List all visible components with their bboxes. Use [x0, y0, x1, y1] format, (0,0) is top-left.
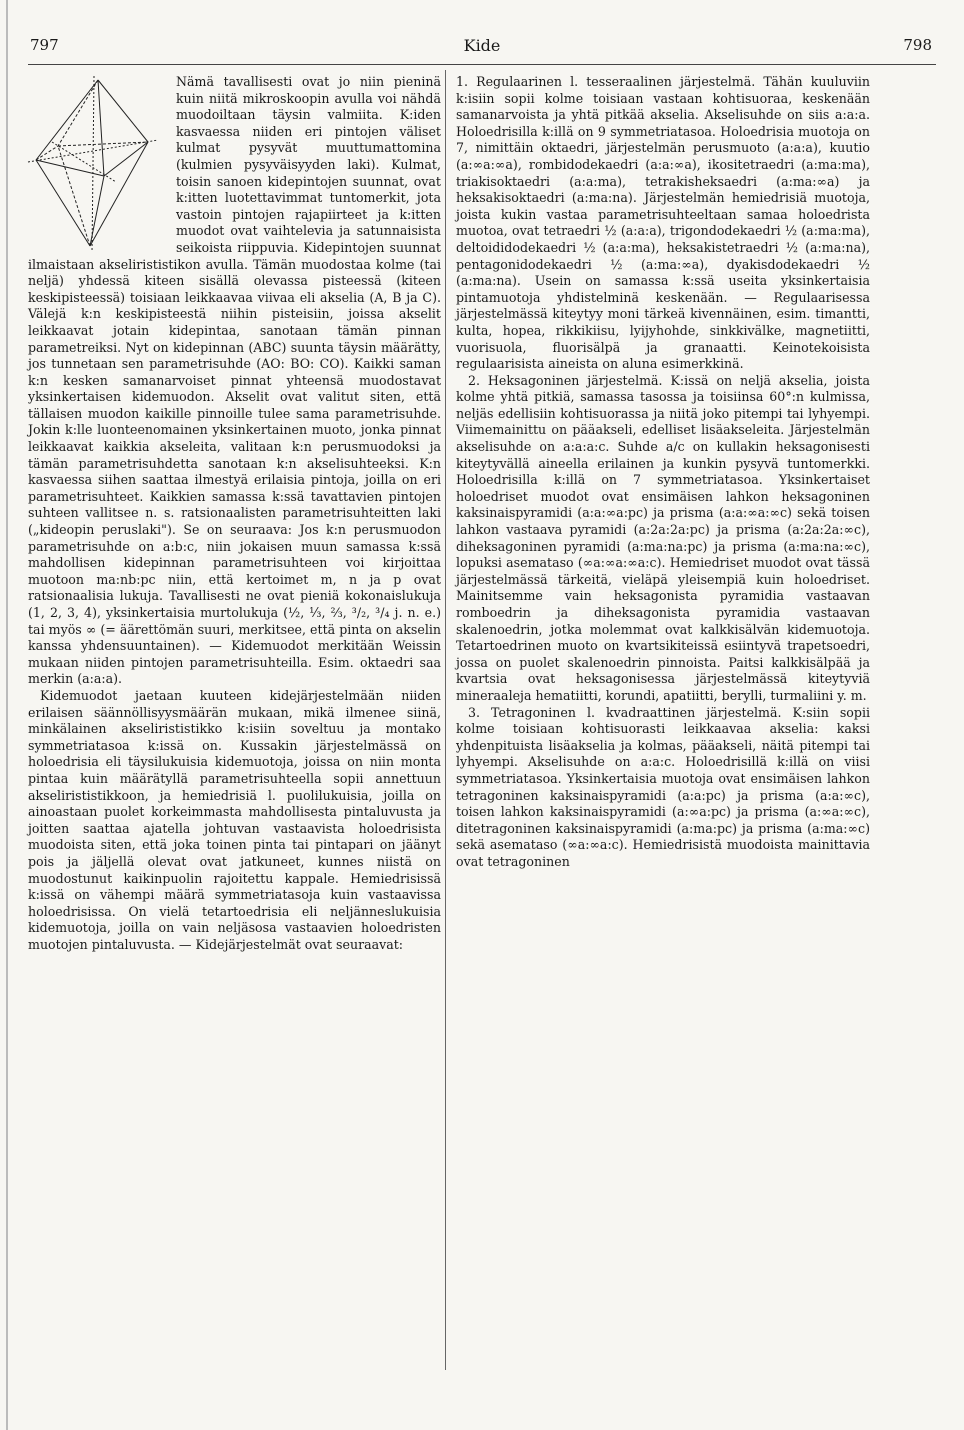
paragraph-intro: Nämä tavallisesti ovat jo niin pieninä kuin niitä mikroskoopin avulla voi nähdä muodoiltaan täysin valmiita. K:iden kasvaessa niiden eri pintojen väliset kulmat pysyvät muuttumattomina (kulmien pysyväisyyden laki). Kulmat, toisin sanoen kidepintojen suunnat, ovat k:itten luotettavimmat tuntomerkit, jota vastoin pintojen rajapiirteet ja k:itten muodot ovat vaihtelevia ja satunnaisista seikoista riippuvia. Kidepintojen suunnat ilmaistaan akselirististikon avulla. Tämän muodostaa kolme (tai neljä) yhdessä kiteen sisällä olevassa pisteessä (kiteen keskipisteessä) toisiaan leikkaavaa viivaa eli akselia (A, B ja C). Välejä k:n keskipisteestä niihin pisteisiin, joissa akselit leikkaavat jotain kidepintaa, sanotaan tämän pinnan parametreiksi. Nyt on kidepinnan (ABC) suunta täysin määrätty, jos tunnetaan sen parametrisuhde (AO: BO: CO). Kaikki saman k:n kesken samanarvoiset pinnat yhteensä muodostavat yksinkertaisen kidemuodon. Akselit ovat valitut siten, että tällaisen muodon kaikille pinnoille tulee sama parametrisuhde. Jokin k:lle luonteenomainen yksinkertainen muoto, jonka pinnat leikkaavat kaikkia akseleita, valitaan k:n perusmuodoksi ja tämän parametrisuhdetta sanotaan k:n akselisuhteeksi. K:n kasvaessa siihen saattaa ilmestyä erilaisia pintoja, joilla on eri parametrisuhteet. Kaikkien samassa k:ssä tavattavien pintojen suhteen vallitsee n. s. ratsionaalisten parametrisuhteitten laki („kideopin peruslaki"). Se on seuraava: Jos k:n perusmuodon parametrisuhde on a:b:c, niin jokaisen muun samassa k:ssä mahdollisen kidepinnan parametrisuhteen voi kirjoittaa muotoon ma:nb:pc niin, että kertoimet m, n ja p ovat ratsionaalisia lukuja. Tavallisesti ne ovat pieniä kokonaislukuja (1, 2, 3, 4), yksinkertaisia murtolukuja (½, ⅓, ⅔, ³/₂, ³/₄ j. n. e.) tai myös ∞ (= äärettömän suuri, merkitsee, että pinta on akselin kanssa yhdensuuntainen). — Kidemuodot merkitään Weissin mukaan niiden pintojen parametrisuhteilla. Esim. oktaedri saa merkin (a:a:a).: [28, 74, 441, 687]
header-rule: [28, 64, 936, 65]
page-title: Kide: [463, 36, 501, 55]
left-column: [28, 74, 441, 953]
right-page-number: 798: [903, 36, 932, 54]
page-header: [0, 36, 964, 60]
right-column: [456, 74, 870, 871]
paragraph-regular-system: 1. Regulaarinen l. tesseraalinen järjestelmä. Tähän kuuluviin k:isiin sopii kolme toisiaan vastaan kohtisuoraa, keskenään samanarvoista ja yhtä pitkää akselia. Akselisuhde on siis a:a:a. Holoedrisilla k:illä on 9 symmetriatasoa. Holoedrisia muotoja on 7, nimittäin oktaedri, järjestelmän perusmuoto (a:a:a), kuutio (a:∞a:∞a), rombidodekaedri (a:a:∞a), ikositetraedri (a:ma:ma), triakisoktaedri (a:a:ma), tetrakisheksaedri (a:ma:∞a) ja heksakisoktaedri (a:ma:na). Järjestelmän hemiedrisiä muotoja, joista kukin vastaa parametrisuhteeltaan samaa holoedrista muotoa, ovat tetraedri ½ (a:a:a), trigondodekaedri ½ (a:ma:ma), deltoididodekaedri ½ (a:a:ma), heksakistetraedri ½ (a:ma:na), pentagonidodekaedri ½ (a:ma:∞a), dyakisdodekaedri ½ (a:ma:na). Usein on samassa k:ssä useita yksinkertaisia pintamuotoja yhdistelminä keskenään. — Regulaarisessa järjestelmässä kiteytyy moni tärkeä kivennäinen, esim. timantti, kulta, hopea, rikkikiisu, lyijyhohde, sinkkivälke, magnetiitti, vuorisuola, fluorisälpä ja granaatti. Keinotekoisista regulaarisista aineista on aluna esimerkkinä.: [456, 74, 870, 372]
paragraph-crystal-classes: Kidemuodot jaetaan kuuteen kidejärjestelmään niiden erilaisen säännöllisyysmäärän mukaan, mikä ilmenee siinä, minkälainen akselirististikko k:isiin soveltuu ja montako symmetriatasoa k:issä on. Kussakin järjestelmässä on holoedrisia eli täysilukuisia kidemuotoja, joissa on niin monta pintaa kuin määrätyllä parametrisuhteella sopii annettuun akselirististikkoon, ja hemiedrisiä l. puolilukuisia, joilla on ainoastaan puolet korkeimmasta mahdollisesta pintaluvusta ja joitten saattaa ajatella johtuvan vastaavista holoedrisista muodoista siten, että joka toinen pinta tai pintapari on jäänyt pois ja jäljellä olevat ovat jatkuneet, kunnes niistä on muodostunut kaikinpuolin rajoitettu kappale. Hemiedrisissä k:issä on vähempi määrä symmetriatasoja kuin vastaavissa holoedrisissa. On vielä tetartoedrisia eli neljänneslukuisia kidemuotoja, joilla on vain neljäsosa vastaavien holoedristen muotojen pintaluvusta. — Kidejärjestelmät ovat seuraavat:: [28, 687, 441, 952]
paragraph-hexagonal-system: 2. Heksagoninen järjestelmä. K:issä on neljä akselia, joista kolme yhtä pitkiä, samassa tasossa ja toisiinsa 60°:n kulmissa, neljäs edellisiin kohtisuorassa ja niitä joko pitempi tai lyhyempi. Viimemainittu on pääakseli, edelliset lisäakseleita. Järjestelmän akselisuhde on a:a:a:c. Suhde a/c on kullakin heksagonisesti kiteytyvällä aineella erilainen ja kunkin pysyvä tuntomerkki. Holoedrisilla k:illä on 7 symmetriatasoa. Yksinkertaiset holoedriset muodot ovat ensimäisen lahkon heksagoninen kaksinaispyramidi (a:a:∞a:pc) ja prisma (a:a:∞a:∞c) sekä toisen lahkon vastaava pyramidi (a:2a:2a:pc) ja prisma (a:2a:2a:∞c), diheksagoninen pyramidi (a:ma:na:pc) ja prisma (a:ma:na:∞c), lopuksi asemataso (∞a:∞a:∞a:c). Hemiedriset muodot ovat tässä järjestelmässä tärkeitä, vieläpä yleisempiä kuin holoedriset. Mainitsemme vain heksagonista pyramidia vastaavan romboedrin ja diheksagonista pyramidia vastaavan skalenoedrin, jotka molemmat ovat kalkkisälvän kidemuotoja. Tetartoedrinen muoto on kvartsikiteissä esiintyvä trapetsoedri, jossa on puolet skalenoedrin pinnoista. Paitsi kalkkisälpää ja kvartsia ovat heksagonisessa järjestelmässä kiteytyviä mineraaleja hematiitti, korundi, apatiitti, berylli, turmaliini y. m.: [456, 372, 870, 703]
page-margin-line: [6, 0, 8, 1430]
paragraph-tetragonal-system: 3. Tetragoninen l. kvadraattinen järjestelmä. K:siin sopii kolme toisiaan kohtisuorasti leikkaavaa akselia: kaksi yhdenpituista lisäakselia ja kolmas, pääakseli, näitä pitempi tai lyhyempi. Akselisuhde on a:a:c. Holoedrisillä k:illä on viisi symmetriatasoa. Yksinkertaisia muotoja ovat ensimäisen lahkon tetragoninen kaksinaispyramidi (a:a:pc) ja prisma (a:a:∞c), toisen lahkon kaksinaispyramidi (a:∞a:pc) ja prisma (a:∞a:∞c), ditetragoninen kaksinaispyramidi (a:ma:pc) ja prisma (a:ma:∞c) sekä asemataso (∞a:∞a:c). Hemiedrisistä muodoista mainittavia ovat tetragoninen: [456, 704, 870, 869]
column-divider: [445, 70, 446, 1370]
left-page-number: 797: [30, 36, 59, 54]
octahedron-figure: [26, 76, 166, 252]
octahedron-diagram: [26, 76, 166, 252]
